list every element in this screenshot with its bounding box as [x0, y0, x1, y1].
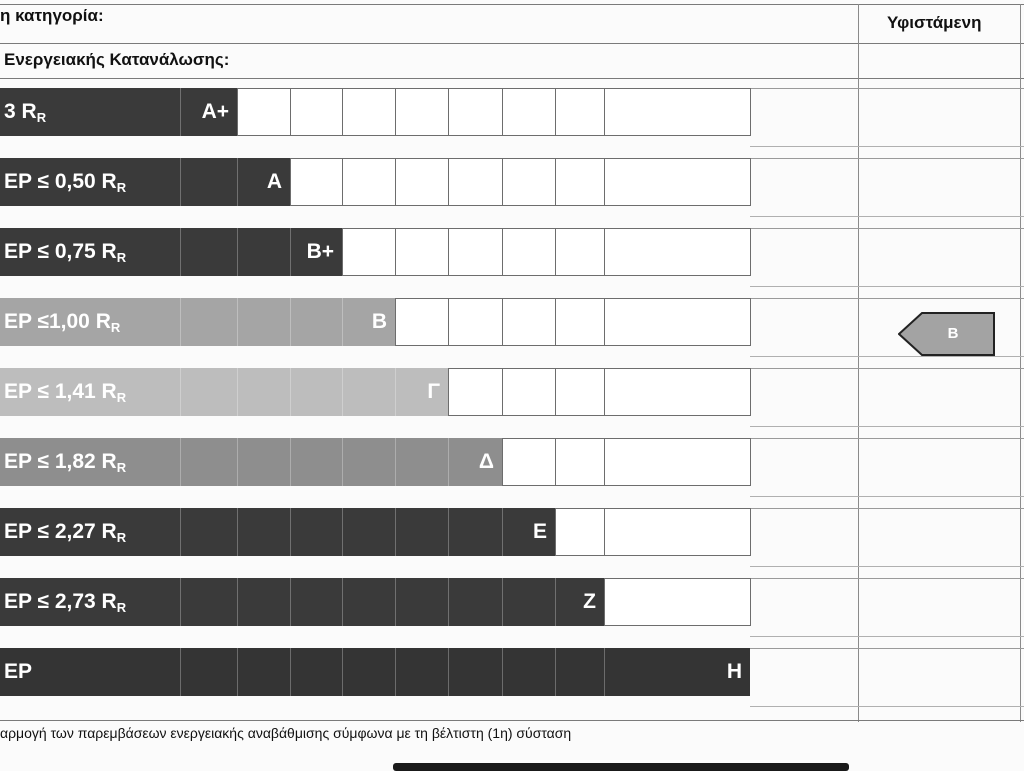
band-grid-line — [290, 648, 291, 696]
band-grid-line — [180, 158, 181, 206]
energy-band-3 — [0, 228, 342, 276]
grid-line — [750, 368, 1024, 369]
empty-cell — [502, 158, 556, 206]
band-class-letter: E — [532, 520, 547, 543]
empty-cell — [395, 228, 449, 276]
band-grid-line — [180, 508, 181, 556]
band-grid-line — [290, 438, 291, 486]
band-range-label: 3 $R_R$ — [4, 100, 47, 125]
grid-line — [750, 648, 1024, 649]
band-grid-line — [395, 438, 396, 486]
grid-line — [1020, 4, 1021, 722]
band-grid-line — [342, 648, 343, 696]
band-grid-line — [604, 648, 605, 696]
band-grid-line — [502, 578, 503, 626]
energy-band-1 — [0, 88, 237, 136]
band-grid-line — [237, 648, 238, 696]
band-grid-line — [290, 578, 291, 626]
band-grid-line — [502, 648, 503, 696]
band-grid-line — [180, 368, 181, 416]
band-grid-line — [180, 648, 181, 696]
empty-cell — [502, 368, 556, 416]
band-grid-line — [448, 648, 449, 696]
empty-cell — [604, 578, 751, 626]
empty-cell — [290, 158, 343, 206]
band-grid-line — [395, 648, 396, 696]
grid-line — [750, 496, 1024, 497]
band-grid-line — [237, 508, 238, 556]
grid-line — [750, 88, 1024, 89]
band-grid-line — [180, 578, 181, 626]
band-range-label: EP ≤ 2,73 $R_R$ — [4, 590, 127, 615]
band-grid-line — [180, 298, 181, 346]
empty-cell — [395, 298, 449, 346]
band-range-label: EP ≤1,00 $R_R$ — [4, 310, 121, 335]
energy-band-7 — [0, 508, 555, 556]
empty-cell — [555, 158, 605, 206]
energy-band-5 — [0, 368, 448, 416]
band-class-letter: A+ — [201, 100, 229, 123]
band-grid-line — [448, 578, 449, 626]
empty-cell — [502, 438, 556, 486]
band-grid-line — [290, 298, 291, 346]
empty-cell — [502, 228, 556, 276]
band-grid-line — [237, 228, 238, 276]
grid-line — [750, 216, 1024, 217]
band-grid-line — [290, 508, 291, 556]
empty-cell — [502, 88, 556, 136]
empty-cell — [448, 368, 503, 416]
band-grid-line — [395, 508, 396, 556]
empty-cell — [342, 158, 396, 206]
empty-cell — [290, 88, 343, 136]
grid-line — [750, 636, 1024, 637]
grid-line — [750, 706, 1024, 707]
empty-cell — [604, 228, 751, 276]
band-grid-line — [290, 368, 291, 416]
grid-line — [0, 78, 1024, 79]
empty-cell — [555, 508, 605, 556]
existing-column-header: Υφιστάμενη — [887, 13, 982, 32]
empty-cell — [604, 438, 751, 486]
energy-band-4 — [0, 298, 395, 346]
band-grid-line — [395, 578, 396, 626]
empty-cell — [555, 298, 605, 346]
empty-cell — [395, 158, 449, 206]
band-grid-line — [237, 438, 238, 486]
grid-line — [0, 720, 1024, 721]
empty-cell — [604, 298, 751, 346]
grid-line — [750, 298, 1024, 299]
empty-cell — [448, 228, 503, 276]
band-grid-line — [342, 438, 343, 486]
band-grid-line — [342, 508, 343, 556]
energy-band-6 — [0, 438, 502, 486]
band-range-label: EP ≤ 2,27 $R_R$ — [4, 520, 127, 545]
band-range-label: EP — [4, 660, 33, 683]
empty-cell — [448, 88, 503, 136]
grid-line — [0, 43, 1024, 44]
grid-line — [750, 158, 1024, 159]
band-grid-line — [237, 368, 238, 416]
empty-cell — [604, 88, 751, 136]
band-range-label: EP ≤ 0,75 $R_R$ — [4, 240, 127, 265]
empty-cell — [604, 368, 751, 416]
energy-band-2 — [0, 158, 290, 206]
bottom-bar — [393, 763, 849, 771]
empty-cell — [448, 298, 503, 346]
band-class-letter: B+ — [306, 240, 334, 263]
band-class-letter: H — [726, 660, 742, 683]
grid-line — [750, 508, 1024, 509]
consumption-label: Ενεργειακής Κατανάλωσης: — [4, 50, 230, 69]
empty-cell — [237, 88, 291, 136]
band-grid-line — [342, 578, 343, 626]
grid-line — [750, 578, 1024, 579]
energy-band-9 — [0, 648, 750, 696]
grid-line — [750, 426, 1024, 427]
empty-cell — [395, 88, 449, 136]
band-range-label: EP ≤ 1,82 $R_R$ — [4, 450, 127, 475]
empty-cell — [448, 158, 503, 206]
band-grid-line — [555, 648, 556, 696]
band-range-label: EP ≤ 0,50 $R_R$ — [4, 170, 127, 195]
footnote: αρμογή των παρεμβάσεων ενεργειακής αναβάθμισης σύμφωνα με τη βέλτιστη (1η) σύσταση — [0, 725, 572, 741]
band-grid-line — [180, 438, 181, 486]
grid-line — [0, 4, 1024, 5]
empty-cell — [604, 158, 751, 206]
empty-cell — [555, 88, 605, 136]
empty-cell — [342, 228, 396, 276]
empty-cell — [555, 228, 605, 276]
grid-line — [858, 4, 859, 722]
grid-line — [750, 438, 1024, 439]
band-class-letter: Γ — [427, 380, 440, 403]
band-grid-line — [448, 508, 449, 556]
category-label: η κατηγορία: — [0, 6, 104, 25]
band-grid-line — [237, 298, 238, 346]
empty-cell — [604, 508, 751, 556]
empty-cell — [502, 298, 556, 346]
band-class-letter: Z — [583, 590, 596, 613]
empty-cell — [555, 368, 605, 416]
grid-line — [750, 566, 1024, 567]
band-class-letter: Δ — [478, 450, 494, 473]
band-grid-line — [237, 578, 238, 626]
energy-band-8 — [0, 578, 604, 626]
band-grid-line — [342, 368, 343, 416]
grid-line — [750, 286, 1024, 287]
band-class-letter: A — [266, 170, 282, 193]
empty-cell — [342, 88, 396, 136]
band-range-label: EP ≤ 1,41 $R_R$ — [4, 380, 127, 405]
band-class-letter: B — [371, 310, 387, 333]
band-grid-line — [180, 228, 181, 276]
grid-line — [750, 228, 1024, 229]
existing-class-letter: B — [947, 325, 959, 342]
grid-line — [750, 146, 1024, 147]
empty-cell — [555, 438, 605, 486]
